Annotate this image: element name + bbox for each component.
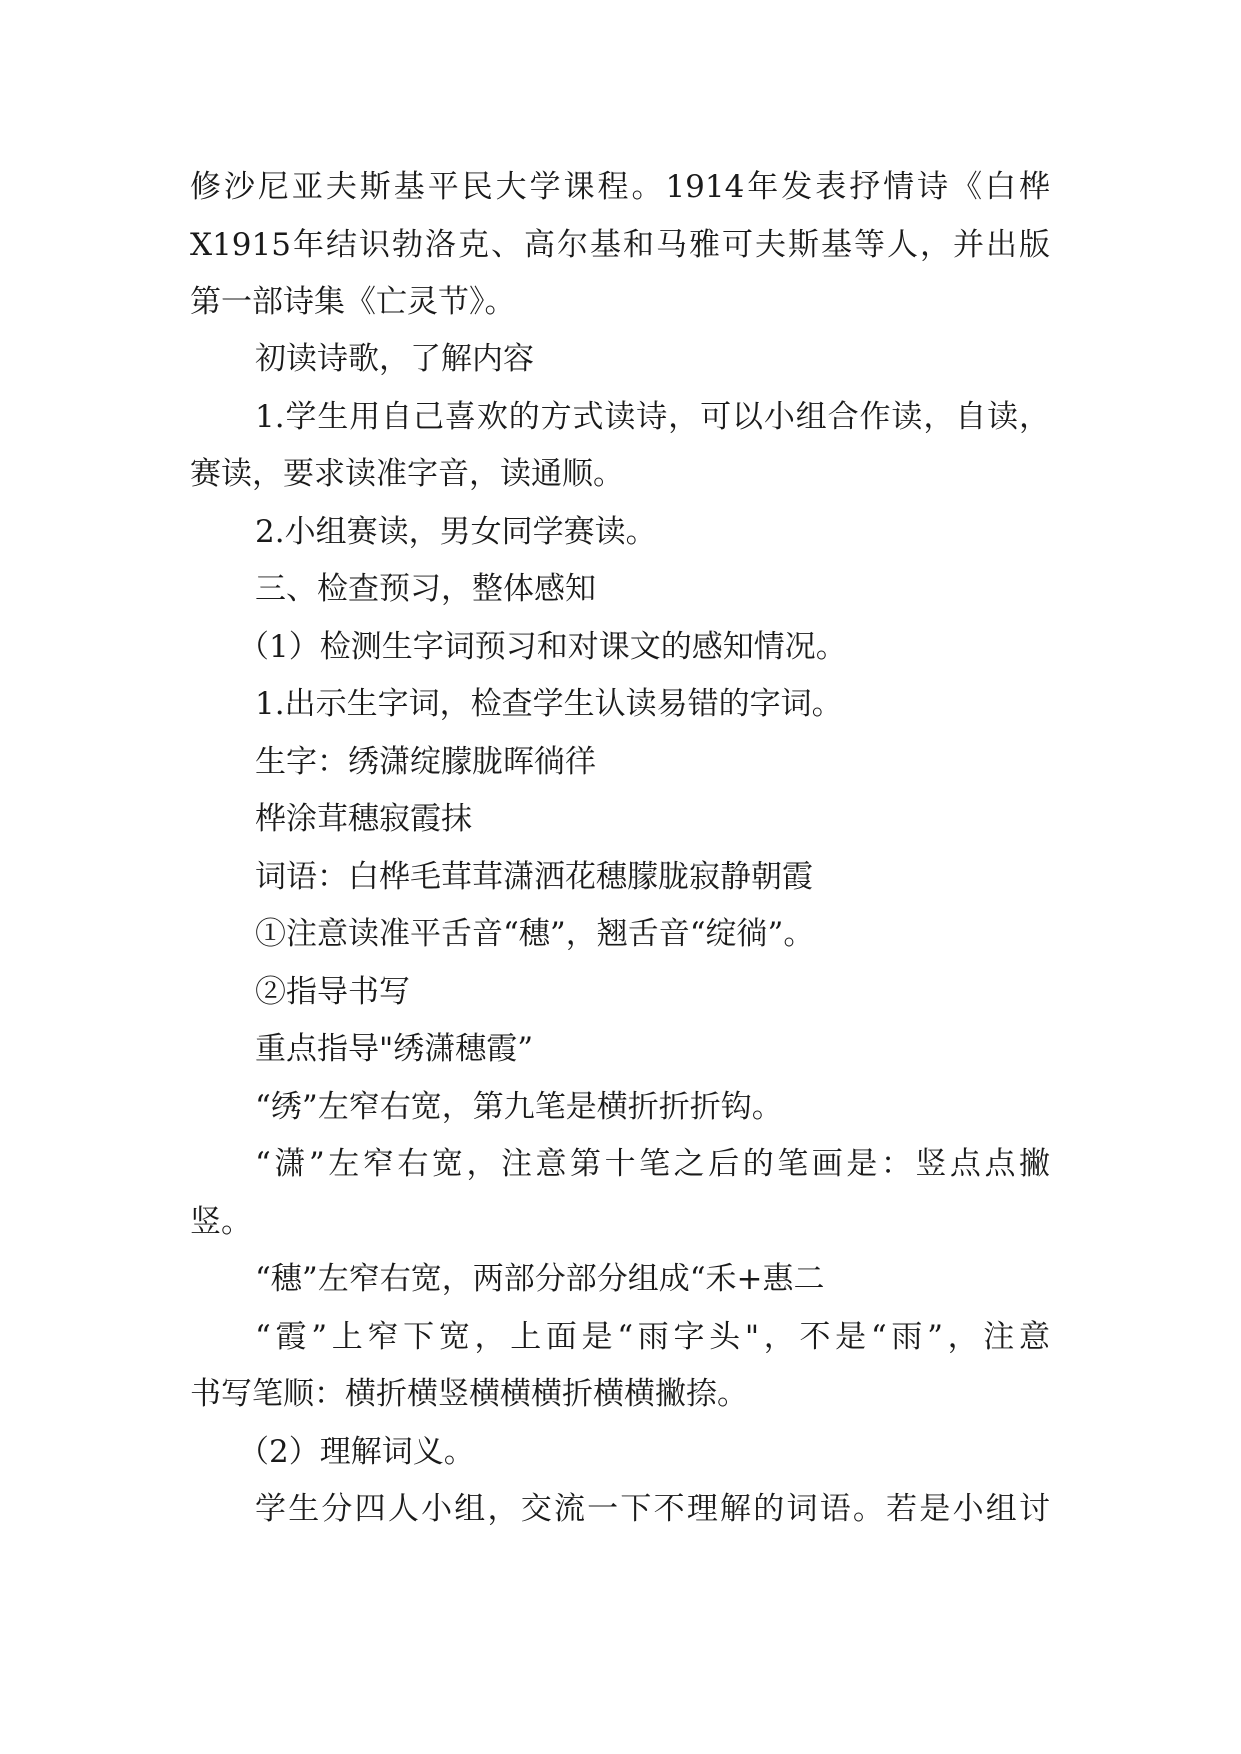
text-line-16: 重点指导"绣潇穗霞” [255, 1031, 534, 1067]
text-line-20: “穗”左窄右宽，两部分部分组成“禾+惠二 [255, 1261, 825, 1297]
text-line-5: 1.学生用自己喜欢的方式读诗，可以小组合作读，自读， [255, 399, 1050, 435]
text-line-6: 赛读，要求读准字音，读通顺。 [190, 456, 624, 492]
text-line-1: 修沙尼亚夫斯基平民大学课程。1914年发表抒情诗《白桦 [190, 169, 1050, 205]
text-line-2: X1915年结识勃洛克、高尔基和马雅可夫斯基等人，并出版 [190, 227, 1050, 263]
text-line-10: 1.出示生字词，检查学生认读易错的字词。 [255, 686, 843, 722]
section-heading-first-reading: 初读诗歌，了解内容 [255, 341, 534, 377]
subheading-1: （1）检测生字词预习和对课文的感知情况。 [238, 629, 847, 665]
text-line-15: ②指导书写 [255, 974, 410, 1010]
text-line-3: 第一部诗集《亡灵节》。 [190, 284, 516, 320]
section-heading-preview-check: 三、检查预习，整体感知 [255, 571, 596, 607]
text-line-19: 竖。 [190, 1204, 252, 1240]
text-line-22: 书写笔顺：横折横竖横横横折横横撇捺。 [190, 1376, 748, 1412]
text-line-24: 学生分四人小组，交流一下不理解的词语。若是小组讨 [255, 1491, 1050, 1527]
text-line-14: ①注意读准平舌音“穗”，翘舌音“绽徜”。 [255, 916, 815, 952]
text-line-7: 2.小组赛读，男女同学赛读。 [255, 514, 657, 550]
text-line-11: 生字：绣潇绽朦胧晖徜徉 [255, 744, 596, 780]
text-line-13: 词语：白桦毛茸茸潇洒花穗朦胧寂静朝霞 [255, 859, 813, 895]
text-line-21: “霞”上窄下宽，上面是“雨字头"，不是“雨”，注意 [255, 1319, 1050, 1355]
subheading-2: （2）理解词义。 [238, 1434, 475, 1470]
text-line-18: “潇”左窄右宽，注意第十笔之后的笔画是：竖点点撇 [255, 1146, 1050, 1182]
text-line-17: “绣”左窄右宽，第九笔是横折折折钩。 [255, 1089, 783, 1125]
text-line-12: 桦涂茸穗寂霞抹 [255, 801, 472, 837]
